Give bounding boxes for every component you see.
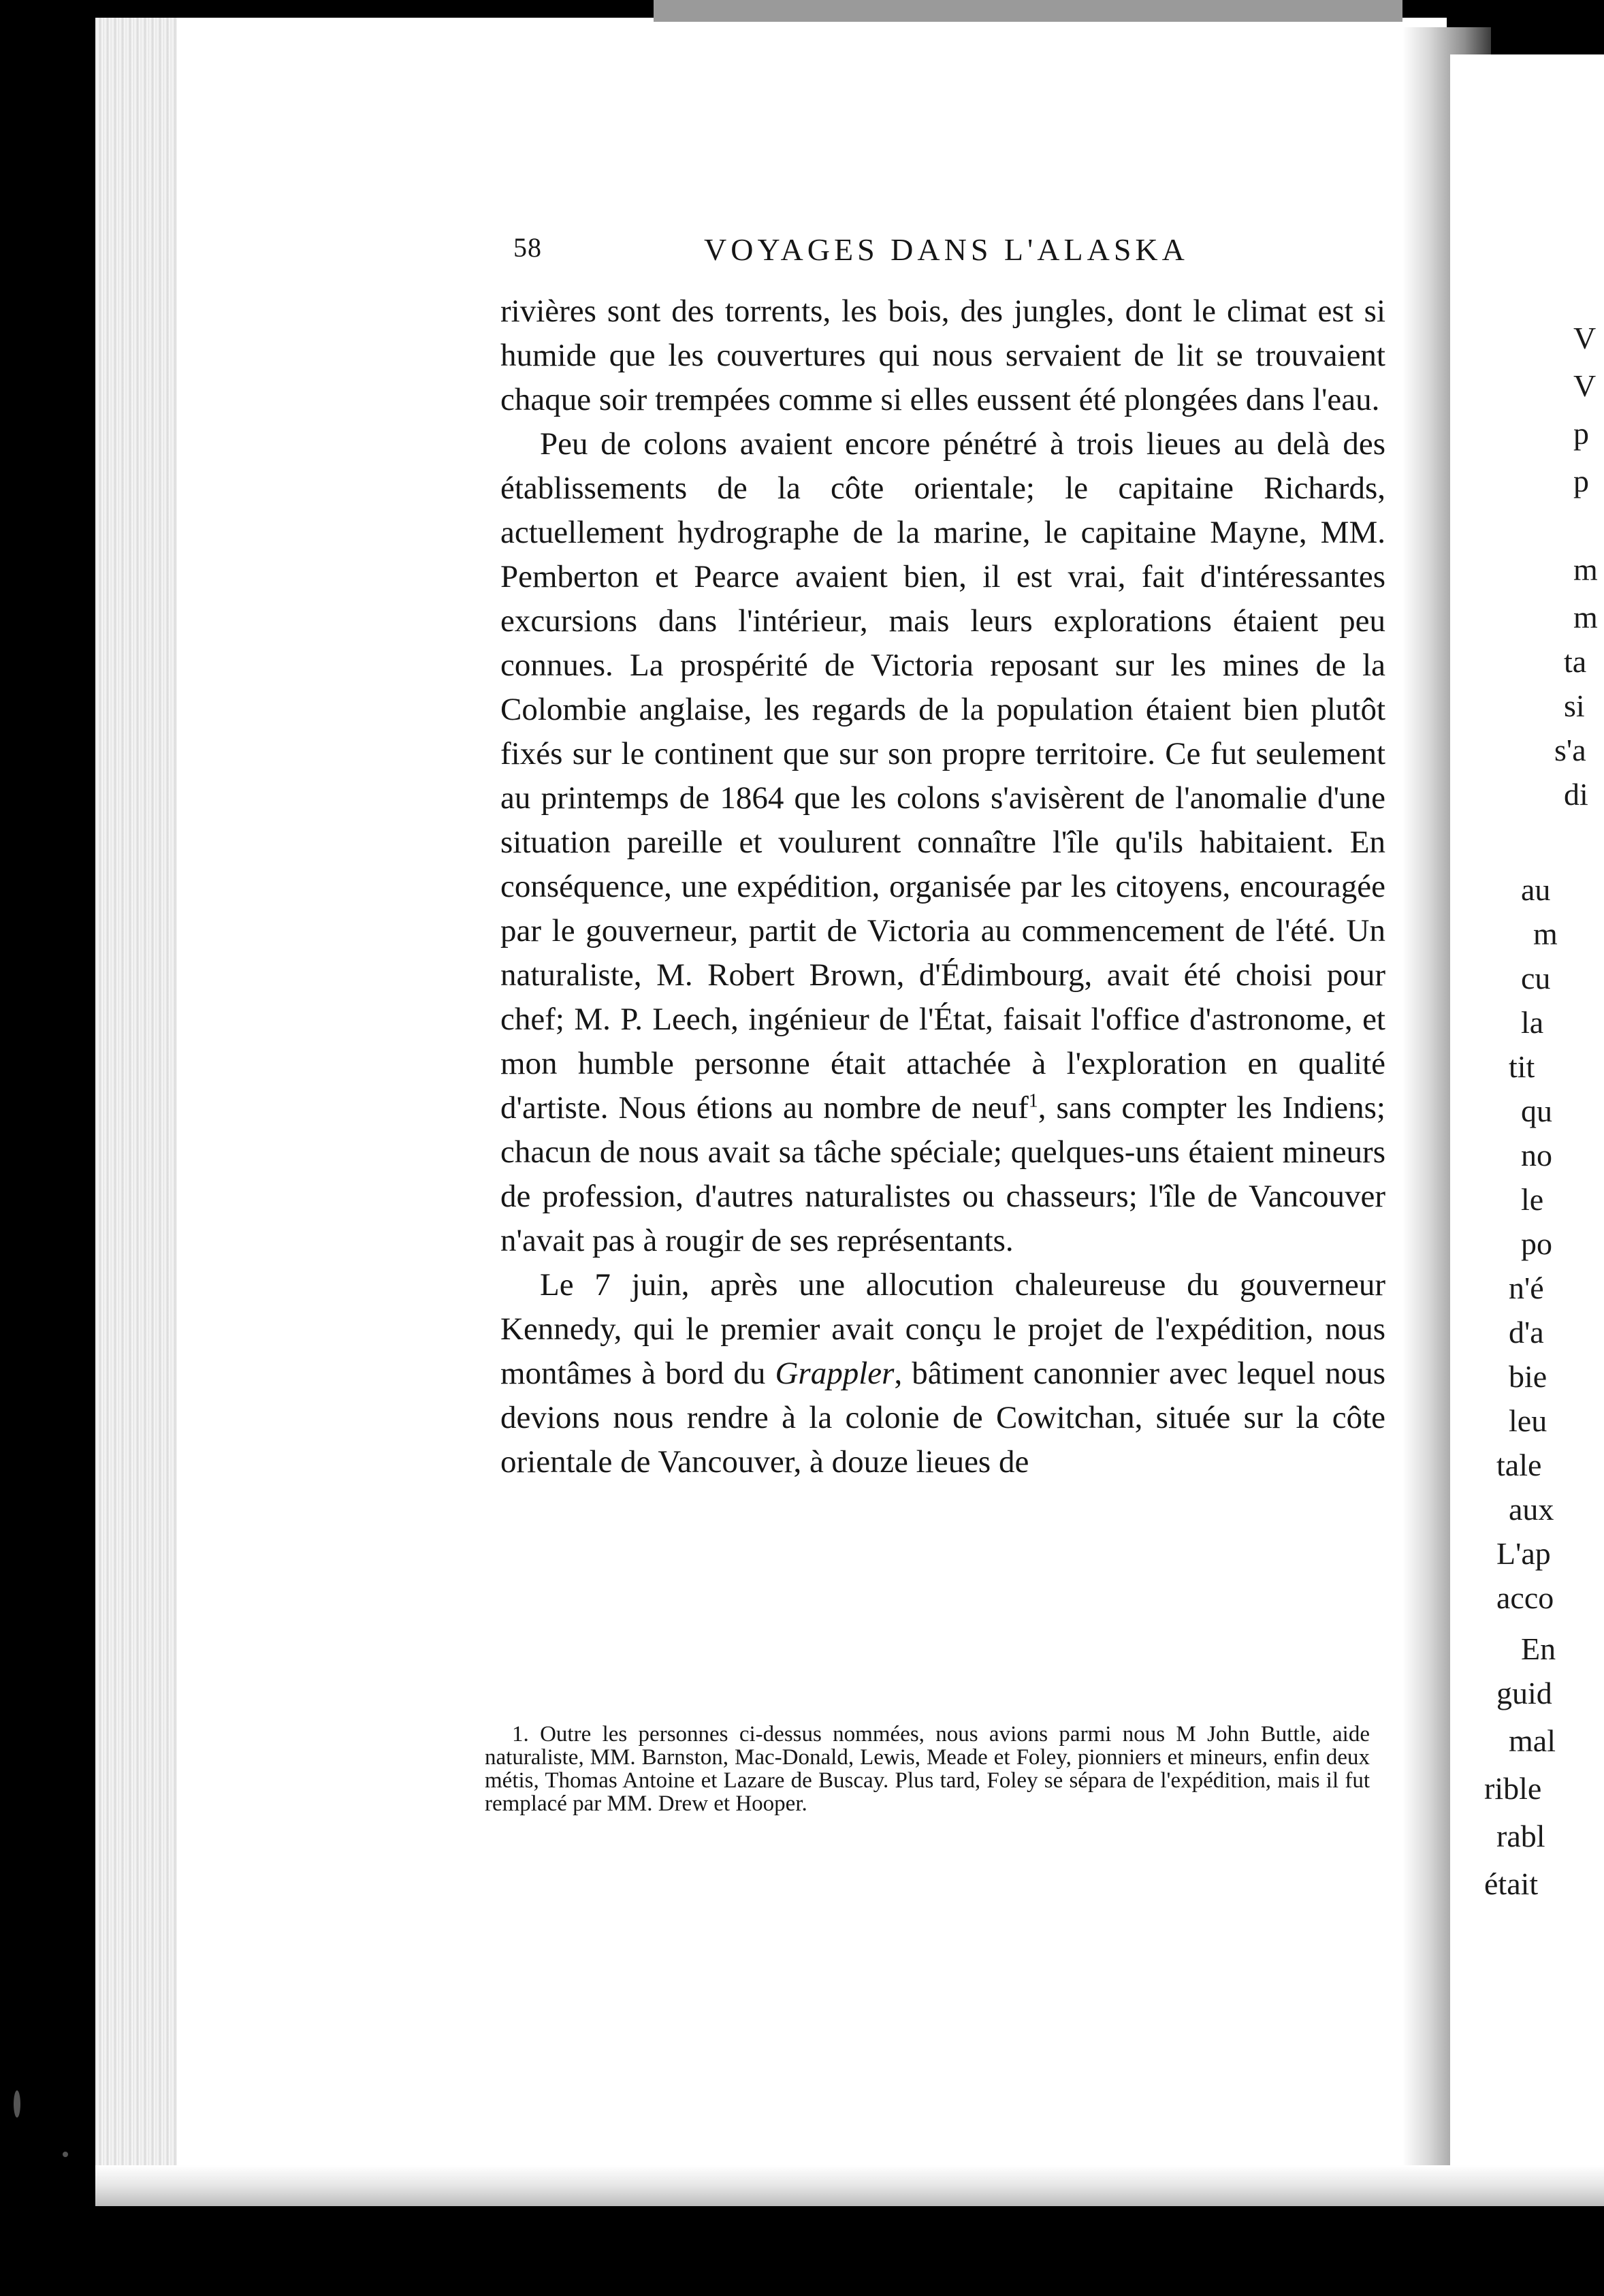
facing-page-fragment: acco (1496, 1580, 1554, 1615)
body-text (500, 289, 1385, 1484)
facing-page-fragment: rible (1484, 1771, 1542, 1806)
bottom-page-edge (95, 2165, 1604, 2206)
facing-page-fragment: tale (1496, 1448, 1542, 1482)
paragraph-3 (500, 1263, 1385, 1484)
facing-page-fragment: guid (1496, 1676, 1552, 1710)
paragraph-3-text: Le 7 juin, après une allocution chaleureuse du gouverneur Kennedy, qui le premier avait conçu le projet de l'expédition, nous montâmes à bord du (500, 1267, 1385, 1391)
top-binding-strip (654, 0, 1402, 22)
facing-page-fragment: mal (1509, 1723, 1556, 1758)
facing-page-fragment: cu (1521, 961, 1551, 995)
page-number: 58 (513, 232, 542, 263)
facing-page-fragment: p (1573, 416, 1589, 451)
running-title: VOYAGES DANS L'ALASKA (704, 232, 1189, 267)
facing-page-fragment: tit (1509, 1049, 1535, 1084)
ship-name: Grappler (775, 1356, 895, 1391)
facing-page-fragment: qu (1521, 1094, 1552, 1128)
facing-page-fragment: n'é (1509, 1271, 1544, 1305)
facing-page-fragment: L'ap (1496, 1536, 1551, 1571)
facing-page-fragment: di (1564, 777, 1588, 812)
facing-page-fragment: m (1573, 552, 1598, 587)
scan-speck (63, 2152, 68, 2157)
facing-page-fragment: no (1521, 1138, 1552, 1173)
facing-page-fragment: était (1484, 1866, 1539, 1901)
paragraph-2 (500, 422, 1385, 1263)
facing-page-fragment: p (1573, 464, 1589, 498)
scan-background-bottom (0, 2206, 1604, 2296)
paragraph-2-text: Peu de colons avaient encore pénétré à trois lieues au delà des établissements de la côte orientale; le capitaine Richards, actuellement hydrographe de la marine, le capitaine Mayne, MM. Pemberton et Pearce avaient bien, il est vrai, fait d'intéressantes excursions dans l'intérieur, mais leurs explorations étaient peu connues. La prospérité de Victoria reposant sur les mines de la Colombie anglaise, les regards de la population étaient bien plutôt fixés sur le continent que sur son propre territoire. Ce fut seulement au printemps de 1864 que les colons s'avisèrent de l'anomalie d'une situation pareille et voulurent connaître l'île qu'ils habitaient. En conséquence, une expédition, organisée par les citoyens, encouragée par le gouverneur, partit de Victoria au commencement de l'été. Un naturaliste, M. Robert Brown, d'Édimbourg, avait été choisi pour chef; M. P. Leech, ingénieur de l'État, faisait l'office d'astronome, et mon humble personne était attachée à l'exploration en qualité d'artiste. Nous étions au nombre de neuf (500, 426, 1385, 1126)
facing-page-fragment: En (1521, 1631, 1556, 1666)
paragraph-2-continuation: , sans compter les Indiens; chacun de nous avait sa tâche spéciale; quelques-uns étaient mineurs de profession, d'autres naturalistes ou chasseurs; l'île de Vancouver n'avait pas à rougir de ses représentants. (500, 1090, 1385, 1258)
facing-page-fragment: po (1521, 1226, 1552, 1261)
scan-speck (14, 2090, 20, 2118)
facing-page-fragment: V (1573, 321, 1597, 355)
facing-page-fragment: ta (1564, 644, 1587, 679)
scan-background-left (0, 0, 95, 2296)
paragraph-3-continuation: , bâtiment canonnier avec lequel nous devions nous rendre à la colonie de Cowitchan, située sur la côte orientale de Vancouver, à douze lieues de (500, 1356, 1385, 1480)
facing-page-fragment: le (1521, 1182, 1544, 1217)
facing-page-fragment: m (1573, 600, 1598, 635)
facing-page-fragment: aux (1509, 1492, 1554, 1527)
facing-page-fragment: s'a (1554, 733, 1586, 767)
facing-page-fragment: si (1564, 688, 1585, 723)
facing-page-fragment: bie (1509, 1359, 1547, 1394)
facing-page-fragment: au (1521, 872, 1551, 907)
footnote-marker[interactable]: 1 (1028, 1090, 1038, 1112)
page-header (513, 232, 1385, 272)
facing-page-fragment: leu (1509, 1403, 1547, 1438)
facing-page-fragment: la (1521, 1005, 1544, 1040)
facing-page-fragment: V (1573, 368, 1597, 403)
footnote: 1. Outre les personnes ci-dessus nommées, nous avions parmi nous M John Buttle, aide naturaliste, MM. Barnston, Mac-Donald, Lewis, Meade et Foley, pionniers et mineurs, enfin deux métis, Thomas Antoine et Lazare de Buscay. Plus tard, Foley se sépara de l'expédition, mais il fut remplacé par MM. Drew et Hooper. (485, 1722, 1370, 1816)
page-edge-stack (95, 0, 177, 2206)
paragraph-1: rivières sont des torrents, les bois, des jungles, dont le climat est si humide que les couvertures qui nous servaient de lit se trouvaient chaque soir trempées comme si elles eussent été plongées dans l'eau. (500, 293, 1385, 417)
facing-page-fragment: d'a (1509, 1315, 1544, 1350)
facing-page-fragment: rabl (1496, 1819, 1545, 1853)
facing-page-fragment: m (1533, 916, 1558, 951)
